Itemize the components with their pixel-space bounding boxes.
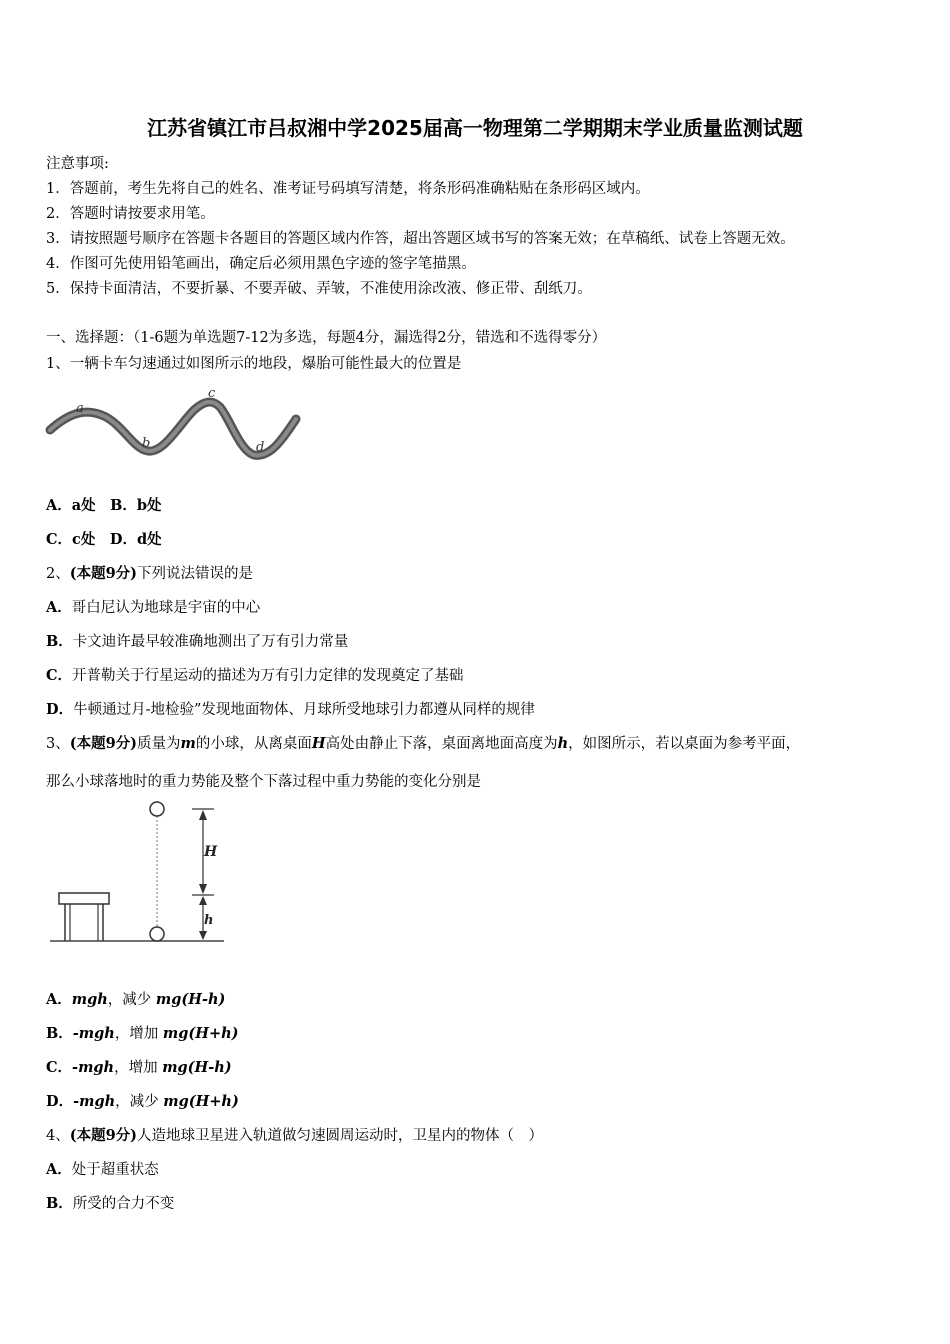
question-1-stem: 1、一辆卡车匀速通过如图所示的地段，爆胎可能性最大的位置是 [46, 356, 462, 372]
question-3-option-b[interactable]: B．-mgh，增加 mg(H+h) [46, 1025, 239, 1042]
label-c: c [208, 386, 216, 401]
label-h: h [204, 913, 214, 928]
ball-bottom [150, 927, 164, 941]
question-3-option-a[interactable]: A．mgh，减少 mg(H-h) [46, 991, 226, 1008]
notice-heading: 注意事项: [46, 156, 109, 172]
question-2-stem: 2、(本题9分)下列说法错误的是 [46, 565, 254, 582]
question-2-option-a[interactable]: A．哥白尼认为地球是宇宙的中心 [46, 599, 261, 616]
question-3-option-c[interactable]: C．-mgh，增加 mg(H-h) [46, 1059, 232, 1076]
question-1-options-ab[interactable]: A．a处 B．b处 [46, 497, 162, 514]
notice-item-2: 2．答题时请按要求用笔。 [46, 206, 215, 222]
notice-item-3: 3．请按照题号顺序在答题卡各题目的答题区域内作答，超出答题区域书写的答案无效；在草稿纸、试卷上答题无效。 [46, 231, 795, 247]
road-figure [44, 385, 306, 465]
question-1-options-cd[interactable]: C．c处 D．d处 [46, 531, 162, 548]
question-4-option-b[interactable]: B．所受的合力不变 [46, 1195, 175, 1212]
question-3-stem-line2: 那么小球落地时的重力势能及整个下落过程中重力势能的变化分别是 [46, 774, 481, 790]
label-H: H [204, 844, 218, 860]
table-top [59, 893, 109, 904]
ball-top [150, 802, 164, 816]
notice-item-5: 5．保持卡面清洁，不要折暴、不要弄破、弄皱，不准使用涂改液、修正带、刮纸刀。 [46, 281, 592, 297]
label-d: d [256, 440, 265, 455]
page-title: 江苏省镇江市吕叔湘中学2025届高一物理第二学期期末学业质量监测试题 [147, 116, 803, 140]
question-2-option-d[interactable]: D．牛顿通过月-地检验”发现地面物体、月球所受地球引力都遵从同样的规律 [46, 701, 535, 718]
section-heading: 一、选择题：（1-6题为单选题7-12为多选，每题4分，漏选得2分，错选和不选得零分） [46, 330, 607, 346]
notice-item-1: 1．答题前，考生先将自己的姓名、准考证号码填写清楚，将条形码准确粘贴在条形码区域内。 [46, 181, 650, 197]
question-4-option-a[interactable]: A．处于超重状态 [46, 1161, 159, 1178]
question-3-stem: 3、(本题9分)质量为m的小球，从离桌面H高处由静止下落，桌面离地面高度为h，如图所示，若以桌面为参考平面， [46, 735, 801, 752]
label-b: b [142, 436, 151, 451]
question-2-option-b[interactable]: B．卡文迪许最早较准确地测出了万有引力常量 [46, 633, 349, 650]
question-3-option-d[interactable]: D．-mgh，减少 mg(H+h) [46, 1093, 239, 1110]
question-2-option-c[interactable]: C．开普勒关于行星运动的描述为万有引力定律的发现奠定了基础 [46, 667, 464, 684]
falling-ball-figure [44, 798, 234, 948]
question-4-stem: 4、(本题9分)人造地球卫星进入轨道做匀速圆周运动时，卫星内的物体（ ） [46, 1127, 544, 1144]
label-a: a [76, 401, 84, 416]
notice-item-4: 4．作图可先使用铅笔画出，确定后必须用黑色字迹的签字笔描黑。 [46, 256, 476, 272]
